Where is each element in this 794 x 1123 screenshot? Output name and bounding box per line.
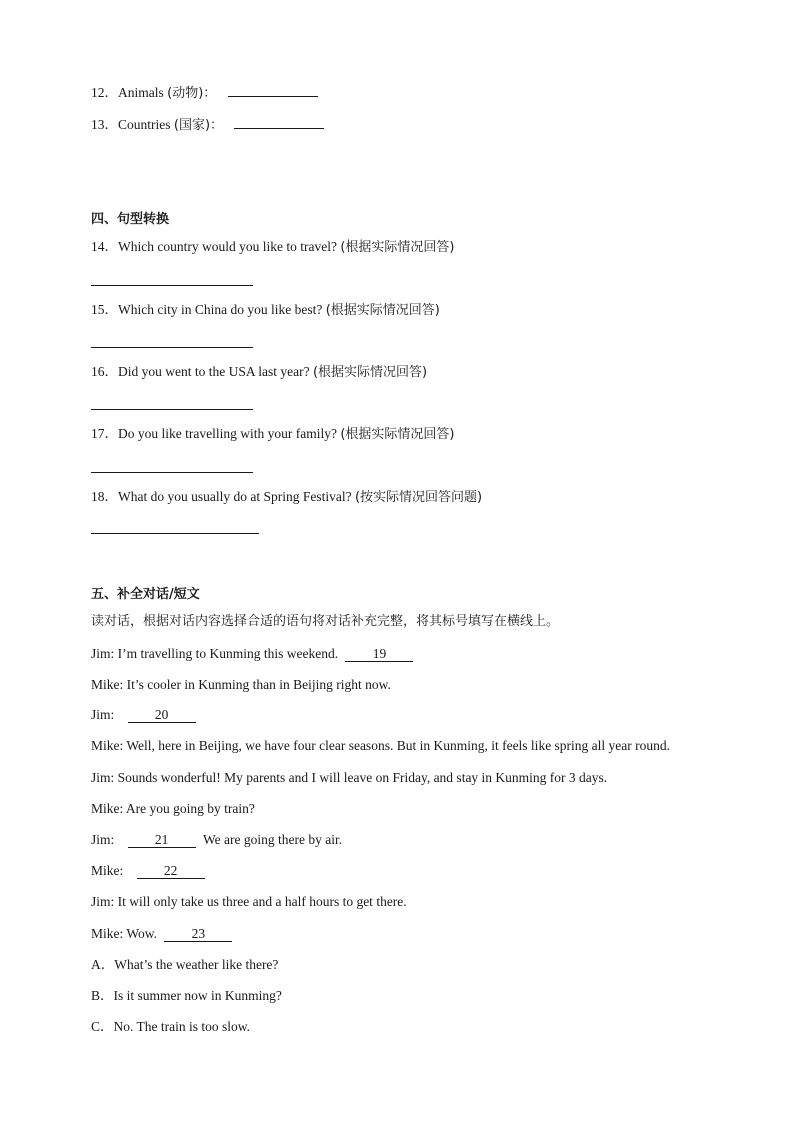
answer-blank[interactable] (234, 114, 324, 129)
dialogue-speaker: Mike: (91, 863, 124, 878)
dialogue-line-5: Jim: Sounds wonderful! My parents and I will leave on Friday, and stay in Kunming for 3 days. (91, 770, 608, 785)
question-text: Did you went to the USA last year? (118, 364, 310, 379)
question-number: 17． (91, 426, 118, 441)
question-number: 12． (91, 85, 118, 100)
answer-line-14[interactable] (91, 285, 253, 286)
section-5-title: 五、补全对话/短文 (91, 587, 200, 602)
question-hint: (根据实际情况回答) (325, 303, 440, 318)
question-text: Countries (118, 117, 171, 132)
question-16 (91, 363, 427, 382)
option-c (91, 1018, 250, 1036)
answer-line-17[interactable] (91, 472, 253, 473)
dialogue-text: Mike: Wow. (91, 926, 158, 941)
dialogue-line-1 (91, 645, 413, 663)
answer-blank-21[interactable]: 21 (128, 832, 196, 848)
question-17 (91, 425, 454, 444)
answer-line-16[interactable] (91, 409, 253, 410)
dialogue-line-9: Jim: It will only take us three and a half hours to get there. (91, 894, 407, 909)
question-13 (91, 114, 324, 135)
question-text: Which country would you like to travel? (118, 239, 337, 254)
question-number: 18． (91, 489, 118, 504)
question-text: Which city in China do you like best? (118, 302, 323, 317)
question-hint: (按实际情况回答问题) (354, 490, 483, 505)
question-number: 16． (91, 364, 118, 379)
section-4-title: 四、句型转换 (91, 212, 170, 227)
dialogue-line-4: Mike: Well, here in Beijing, we have four clear seasons. But in Kunming, it feels like spring all year round. (91, 738, 671, 753)
option-b (91, 987, 282, 1005)
question-14 (91, 238, 454, 257)
answer-blank[interactable] (228, 82, 318, 97)
question-hint: (根据实际情况回答) (340, 240, 455, 255)
question-hint: (国家)： (173, 118, 224, 133)
question-text: What do you usually do at Spring Festival? (118, 489, 352, 504)
option-letter: A． (91, 957, 115, 972)
dialogue-line-10 (91, 925, 232, 943)
question-15 (91, 301, 440, 320)
dialogue-text: Jim: I’m travelling to Kunming this weekend. (91, 646, 339, 661)
answer-blank-20[interactable]: 20 (128, 707, 196, 723)
question-18 (91, 488, 482, 507)
option-a (91, 956, 278, 974)
question-number: 13． (91, 117, 118, 132)
question-hint: (动物)： (167, 86, 217, 101)
answer-blank-23[interactable]: 23 (164, 926, 232, 942)
dialogue-line-3 (91, 706, 196, 724)
dialogue-line-6: Mike: Are you going by train? (91, 801, 255, 816)
dialogue-speaker: Jim: (91, 707, 115, 722)
dialogue-line-8 (91, 862, 205, 880)
option-text: Is it summer now in Kunming? (113, 988, 282, 1003)
question-number: 14． (91, 239, 118, 254)
answer-blank-22[interactable]: 22 (137, 863, 205, 879)
dialogue-speaker: Jim: (91, 832, 115, 847)
question-hint: (根据实际情况回答) (312, 365, 428, 380)
question-text: Do you like travelling with your family? (118, 426, 337, 441)
option-letter: C． (91, 1019, 114, 1034)
option-letter: B． (91, 988, 114, 1003)
dialogue-line-7 (91, 831, 342, 849)
answer-line-18[interactable] (91, 533, 259, 534)
question-12 (91, 82, 318, 103)
option-text: What’s the weather like there? (114, 957, 279, 972)
dialogue-line-2: Mike: It’s cooler in Kunming than in Beijing right now. (91, 677, 391, 692)
answer-line-15[interactable] (91, 347, 253, 348)
question-hint: (根据实际情况回答) (340, 427, 455, 442)
answer-blank-19[interactable]: 19 (345, 646, 413, 662)
section-5-instruction: 读对话，根据对话内容选择合适的语句将对话补充完整，将其标号填写在横线上。 (91, 614, 560, 629)
option-text: No. The train is too slow. (113, 1019, 251, 1034)
dialogue-text: We are going there by air. (203, 832, 343, 847)
question-number: 15． (91, 302, 118, 317)
question-text: Animals (118, 85, 164, 100)
